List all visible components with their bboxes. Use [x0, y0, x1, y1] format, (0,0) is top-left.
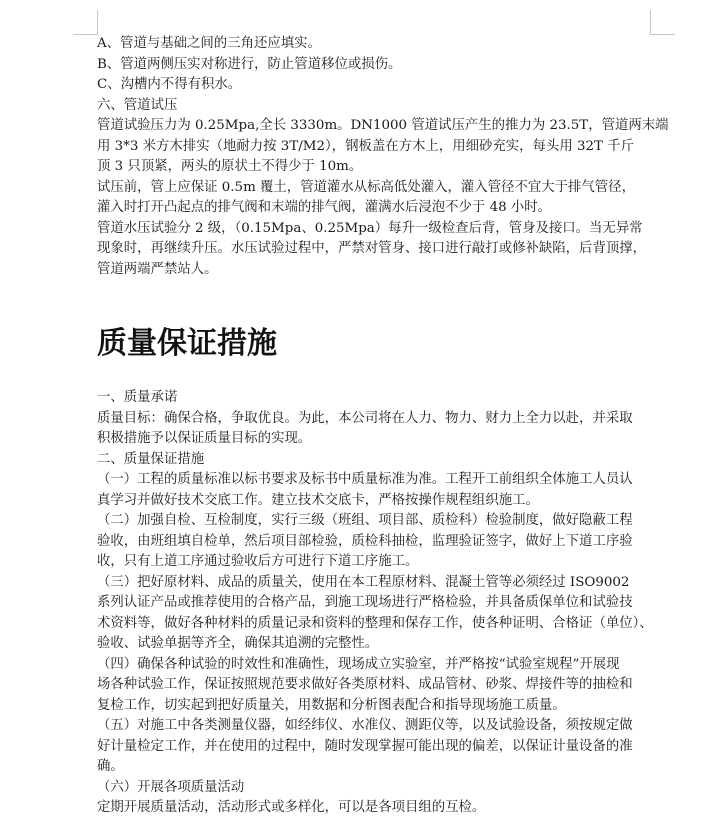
text-line: 验收、试验单据等齐全，确保其追溯的完整性。	[97, 636, 379, 651]
text-line: 管道水压试验分 2 级，（0.15Mpa、0.25Mpa）每升一级检查后背，管身及接口。当无异常	[97, 220, 643, 236]
text-line: 顶 3 只顶紧，两头的原状土不得少于 10m。	[97, 159, 363, 174]
text-line: 定期开展质量活动，活动形式或多样化，可以是各项目组的互检。	[97, 800, 486, 815]
text-line: 验收，由班组填自检单，然后项目部检验，质检科抽检，监理验证签字，做好上下道工序验	[97, 533, 633, 549]
text-line: 管道两端严禁站人。	[97, 261, 218, 277]
text-line: 真学习并做好技术交底工作。建立技术交底卡，严格按操作规程组织施工。	[97, 492, 539, 508]
subheading-quality-commitment: 一、质量承诺	[97, 390, 178, 405]
section-pipe-testing	[97, 34, 669, 280]
text-line: （一）工程的质量标准以标书要求及标书中质量标准为准。工程开工前组织全体施工人员认	[97, 472, 633, 487]
text-line: 现象时，再继续升压。水压试验过程中，严禁对管身、接口进行敲打或修补缺陷，后背顶撑，	[97, 241, 647, 256]
text-line: 用 3*3 米方木排实（地耐力按 3T/M2），钢板盖在方木上，用细砂充实，每头用 32T 千斤	[97, 138, 634, 154]
margin-corner-top-left	[73, 10, 98, 35]
document-body[interactable]	[97, 34, 669, 819]
text-line: 确。	[97, 759, 124, 774]
section-heading: 质量保证措施	[97, 326, 277, 361]
text-line: （二）加强自检、互检制度，实行三级（班组、项目部、质检科）检验制度，做好隐蔽工程	[97, 513, 633, 528]
text-line: 系列认证产品或推荐使用的合格产品，到施工现场进行严格检验，并具备质保单位和试验技	[97, 595, 633, 610]
text-line: 试压前，管上应保证 0.5m 覆土，管道灌水从标高低处灌入，灌入管径不宜大于排气管径，	[97, 179, 635, 195]
text-line: A、管道与基础之间的三角还应填实。	[97, 36, 321, 51]
text-line: 质量目标：确保合格，争取优良。为此，本公司将在人力、物力、财力上全力以赴，并采取	[97, 410, 633, 426]
text-line: B、管道两侧压实对称进行，防止管道移位或损伤。	[97, 56, 402, 72]
text-line: （三）把好原材料、成品的质量关，使用在本工程原材料、混凝土管等必须经过 ISO9002	[97, 574, 630, 590]
text-line: 积极措施予以保证质量目标的实现。	[97, 431, 312, 446]
text-line: 好计量检定工作，并在使用的过程中，随时发现掌握可能出现的偏差，以保证计量设备的准	[97, 738, 633, 754]
section-quality-assurance	[97, 388, 657, 819]
subheading-quality-measures: 二、质量保证措施	[97, 451, 205, 467]
text-line: （四）确保各种试验的时效性和准确性，现场成立实验室，并严格按“试验室规程”开展现	[97, 656, 620, 672]
text-line: 复检工作，切实起到把好质量关，用数据和分析图表配合和指导现场施工质量。	[97, 697, 566, 713]
text-line: （五）对施工中各类测量仪器，如经纬仪、水准仪、测距仪等，以及试验设备，须按规定做	[97, 718, 633, 733]
margin-corner-top-right	[650, 10, 675, 35]
subheading-pipe-pressure-test: 六、管道试压	[97, 97, 178, 113]
subheading-quality-activities: （六）开展各项质量活动	[97, 779, 245, 795]
text-line: 管道试验压力为 0.25Mpa,全长 3330m。DN1000 管道试压产生的推力为 23.5T，管道两末端	[97, 118, 669, 133]
text-line: 场各种试验工作，保证按照规范要求做好各类原材料、成品管材、砂浆、焊接件等的抽检和	[97, 677, 633, 692]
text-line: 术资料等，做好各种材料的质量记录和资料的整理和保存工作，使各种证明、合格证（单位）、	[97, 615, 653, 631]
text-line: C、沟槽内不得有积水。	[97, 77, 242, 92]
text-line: 收，只有上道工序通过验收后方可进行下道工序施工。	[97, 554, 419, 569]
text-line: 灌入时打开凸起点的排气阀和末端的排气阀，灌满水后浸泡不少于 48 小时。	[97, 200, 552, 215]
